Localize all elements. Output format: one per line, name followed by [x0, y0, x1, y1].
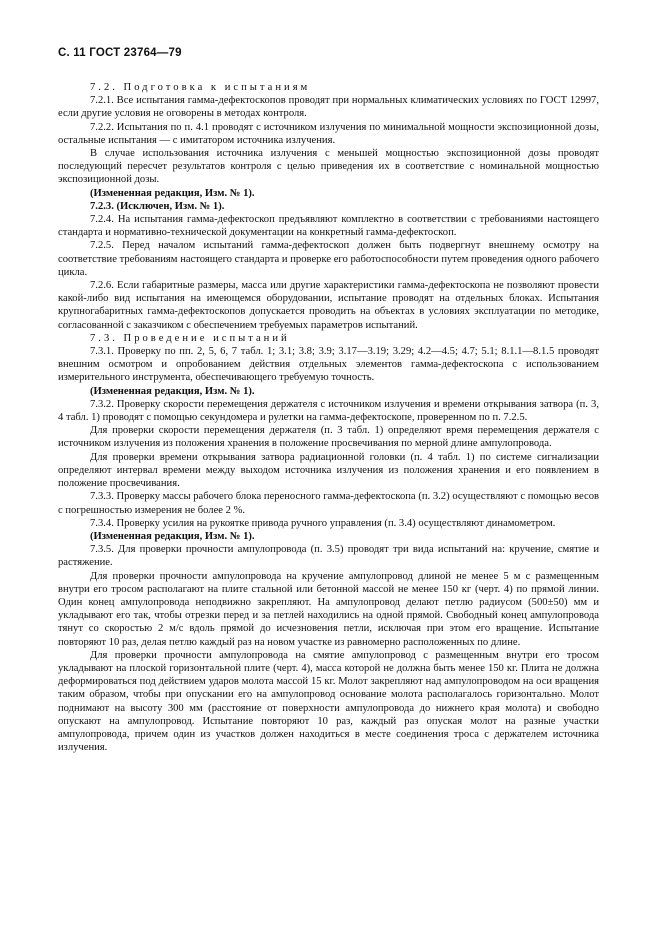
paragraph: Для проверки времени открывания затвора радиационной головки (п. 4 табл. 1) по системе сигнализации определяют интервал времени между выходом источника излучения из положения хранения и его появлением в положение просвечивания.: [58, 451, 599, 490]
section-heading: 7.2. Подготовка к испытаниям: [90, 82, 311, 93]
paragraph: 7.3.3. Проверку массы рабочего блока переносного гамма-дефектоскопа (п. 3.2) осуществляют с помощью весов с погрешностью измерения не более 2 %.: [58, 491, 599, 516]
paragraph: 7.2.1. Все испытания гамма-дефектоскопов проводят при нормальных климатических условиях по ГОСТ 12997, если другие условия не оговорены в методах контроля.: [58, 95, 599, 120]
paragraph: Для проверки прочности ампулопровода на смятие ампулопровод с размещенным внутри его тросом укладывают на плоской горизонтальной плите (черт. 4), масса которой не должна быть менее 150 кг. Плита не должна деформироваться под действием ударов молота массой 15 кг. Молот закрепляют над ампулопроводом на оси вращения таким образом, чтобы при опускании его на ампулопровод основание молота располагалось горизонтально. Молот поднимают на высоту 300 мм (расстояние от поверхности ампулопровода до нижнего края молота) и свободно опускают на ампулопровод. Испытание повторяют 10 раз, каждый раз опуская молот на разные участки ампулопровода, причем один из участков должен находиться в месте соединения троса с держателем источника излучения.: [58, 649, 599, 754]
amendment-note: (Измененная редакция, Изм. № 1).: [90, 187, 255, 199]
page-header: С. 11 ГОСТ 23764—79: [58, 47, 182, 59]
paragraph: 7.3.1. Проверку по пп. 2, 5, 6, 7 табл. 1; 3.1; 3.8; 3.9; 3.17—3.19; 3.29; 4.2—4.5; 4.7; 5.1; 8.1.1—8.1.5 проводят внешним осмотром и опробованием действия отдельных элементов гамма-дефектоскопа с использованием измерительного инструмента, обеспечивающего требуемую точность.: [58, 346, 599, 384]
paragraph: 7.2.6. Если габаритные размеры, масса или другие характеристики гамма-дефектоскопа не позволяют провести какой-либо вид испытания на имеющемся оборудовании, испытание проводят на отдельных блоках. Испытания крупногабаритных гамма-дефектоскопов допускается проводить на объектах в условиях эксплуатации по методике, согласованной с заказчиком с обеспечением требуемых параметров испытаний.: [58, 280, 599, 331]
section-heading: 7.3. Проведение испытаний: [90, 332, 290, 344]
amendment-note: (Измененная редакция, Изм. № 1).: [90, 385, 255, 397]
paragraph: Для проверки прочности ампулопровода на кручение ампулопровод длиной не менее 5 м с размещенным внутри его тросом располагают на плите стальной или бетонной массой не менее 150 кг (черт. 4) по прямой линии. Один конец ампулопровода неподвижно закрепляют. На ампулопровод делают петлю радиусом (500±50) мм и укладывают его так, чтобы отрезки перед и за петлей находились на одной прямой. Свободный конец ампулопровода тянут со скоростью 2 м/с вдоль прямой до исчезновения петли, исключая при этом его вращение. Испытание повторяют 10 раз, делая петлю каждый раз на новом участке из равномерно расположенных по длине.: [58, 570, 599, 648]
amendment-note: 7.2.3. (Исключен, Изм. № 1).: [90, 200, 225, 212]
paragraph: Для проверки скорости перемещения держателя (п. 3 табл. 1) определяют время перемещения держателя с источником излучения из положения хранения в положение просвечивания по мерной длине ампулопровода.: [58, 425, 599, 450]
paragraph: 7.2.2. Испытания по п. 4.1 проводят с источником излучения по минимальной мощности экспозиционной дозы, остальные испытания — с имитатором источника излучения.: [58, 121, 599, 146]
paragraph: 7.2.4. На испытания гамма-дефектоскоп предъявляют комплектно в соответствии с требованиями настоящего стандарта и нормативно-технической документации на конкретный гамма-дефектоскоп.: [58, 214, 599, 239]
paragraph: В случае использования источника излучения с меньшей мощностью экспозиционной дозы проводят последующий пересчет результатов контроля с целью приведения их в соответствие с номинальной мощностью экспозиционной дозы.: [58, 148, 599, 186]
paragraph: 7.3.4. Проверку усилия на рукоятке привода ручного управления (п. 3.4) осуществляют динамометром.: [90, 517, 556, 529]
paragraph: 7.3.5. Для проверки прочности ампулопровода (п. 3.5) проводят три вида испытаний на: кручение, смятие и растяжение.: [58, 544, 599, 569]
paragraph: 7.2.5. Перед началом испытаний гамма-дефектоскоп должен быть подвергнут внешнему осмотру на соответствие требованиям настоящего стандарта и проверке его работоспособности путем проведения одного рабочего цикла.: [58, 240, 599, 278]
amendment-note: (Измененная редакция, Изм. № 1).: [90, 530, 255, 542]
document-body: [58, 81, 599, 754]
paragraph: 7.3.2. Проверку скорости перемещения держателя с источником излучения и времени открывания затвора (п. 3, 4 табл. 1) проводят с помощью секундомера и рулетки на гамма-дефектоскопе, проверенном по п. 7.2.5.: [58, 398, 599, 424]
